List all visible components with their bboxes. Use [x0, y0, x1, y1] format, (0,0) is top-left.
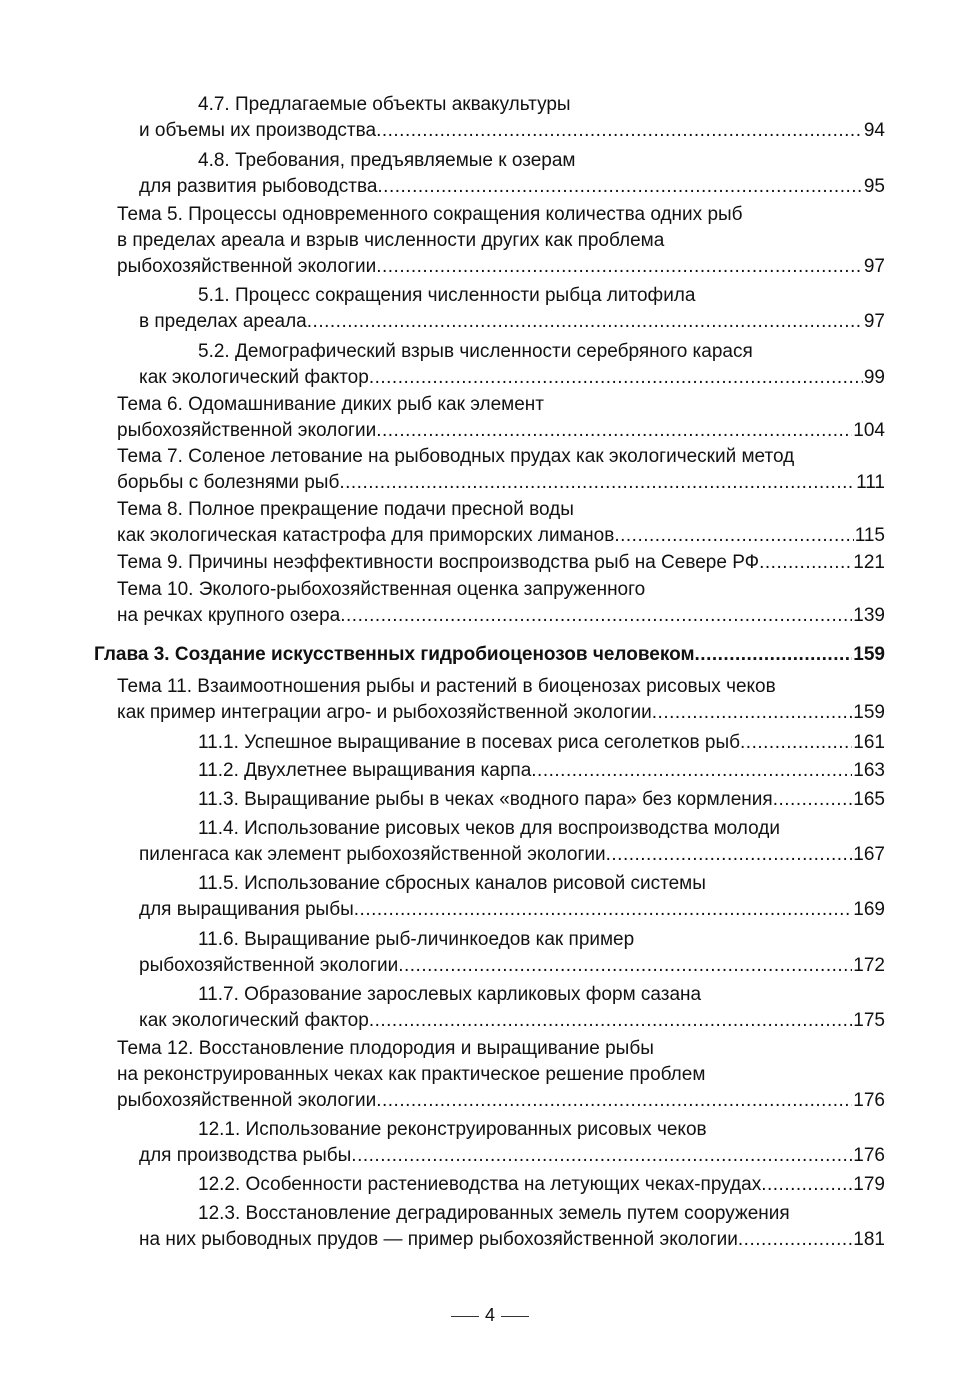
toc-entry-line [117, 254, 885, 280]
toc-entry-line [198, 787, 885, 813]
toc-entry-line [117, 444, 885, 470]
toc-page-number: 139 [853, 605, 885, 626]
toc-leader-dots [376, 118, 863, 144]
toc-entry-line [117, 603, 885, 629]
toc-page-number: 159 [853, 644, 885, 665]
toc-entry-title: рыбохозяйственной экологии [139, 955, 399, 976]
toc-entry [139, 1201, 885, 1253]
toc-entry-title: 5.2. Демографический взрыв численности серебряного карася [198, 341, 753, 362]
toc-page-number: 172 [853, 955, 885, 976]
toc-entry-line [117, 700, 885, 726]
toc-entry-title: 12.3. Восстановление деградированных земель путем сооружения [198, 1203, 790, 1224]
page-footer [0, 1303, 980, 1327]
toc-page-number: 115 [854, 525, 885, 546]
toc-leader-dots [376, 418, 852, 444]
toc-leader-dots [340, 603, 852, 629]
toc-entry-line [139, 927, 885, 953]
toc-chapter-entry [94, 642, 885, 668]
toc-page-number: 111 [856, 472, 885, 493]
footer-dash-left [451, 1316, 479, 1317]
toc-leader-dots [652, 700, 853, 726]
toc-entry-title: 11.4. Использование рисовых чеков для воспроизводства молоди [198, 818, 780, 839]
toc-entry-title: 11.2. Двухлетнее выращивания карпа [198, 760, 532, 781]
toc-leader-dots [614, 523, 853, 549]
toc-page-number: 179 [853, 1174, 885, 1195]
toc-entry [117, 550, 885, 576]
toc-entry-title: Тема 8. Полное прекращение подачи пресной воды [117, 499, 574, 520]
toc-page-number: 167 [853, 844, 885, 865]
toc-leader-dots [369, 365, 863, 391]
toc-entry-line [198, 1172, 885, 1198]
toc-entry-title: Тема 11. Взаимоотношения рыбы и растений в биоценозах рисовых чеков [117, 676, 776, 697]
page-number: 4 [484, 1305, 495, 1325]
toc-entry-title: для выращивания рыбы [139, 899, 354, 920]
toc-entry [139, 1117, 885, 1169]
toc-entry-line [139, 118, 885, 144]
toc-entry [198, 758, 885, 784]
toc-entry-title: на реконструированных чеках как практическое решение проблем [117, 1064, 706, 1085]
toc-entry-title: Тема 5. Процессы одновременного сокращения количества одних рыб [117, 204, 743, 225]
toc-entry-title: 5.1. Процесс сокращения численности рыбца литофила [198, 285, 696, 306]
toc-leader-dots [759, 550, 852, 576]
toc-entry [117, 444, 885, 496]
toc-entry-line [117, 202, 885, 228]
toc-entry-line [139, 365, 885, 391]
toc-entry [117, 497, 885, 549]
toc-page-number: 104 [853, 420, 885, 441]
toc-entry [139, 92, 885, 144]
toc-entry-title: как экологический фактор [139, 367, 369, 388]
toc-entry-title: Тема 6. Одомашнивание диких рыб как элемент [117, 394, 544, 415]
toc-entry-title: Тема 10. Эколого-рыбохозяйственная оценка запруженного [117, 579, 646, 600]
toc-leader-dots [351, 1143, 852, 1169]
toc-entry-line [139, 339, 885, 365]
toc-leader-dots [369, 1008, 852, 1034]
toc-entry [139, 927, 885, 979]
toc-entry-line [117, 550, 885, 576]
toc-entry-title: на них рыбоводных прудов — пример рыбохозяйственной экологии [139, 1229, 738, 1250]
toc-leader-dots [740, 730, 852, 756]
toc-entry-line [139, 1117, 885, 1143]
toc-entry-title: 12.1. Использование реконструированных рисовых чеков [198, 1119, 707, 1140]
toc-leader-dots [307, 309, 863, 335]
toc-entry-line [139, 1008, 885, 1034]
toc-entry-title: рыбохозяйственной экологии [117, 420, 377, 441]
toc-entry-title: Глава 3. Создание искусственных гидробиоценозов человеком [94, 644, 695, 665]
toc-page-number: 121 [853, 552, 885, 573]
toc-entry-line [117, 418, 885, 444]
toc-entry-line [117, 392, 885, 418]
toc-leader-dots [377, 174, 862, 200]
toc-entry-line [139, 283, 885, 309]
toc-entry [117, 202, 885, 280]
toc-entry-title: борьбы с болезнями рыб [117, 472, 340, 493]
toc-entry-line [139, 174, 885, 200]
toc-entry-title: Тема 9. Причины неэффективности воспроизводства рыб на Севере РФ [117, 552, 760, 573]
toc-entry-line [139, 1201, 885, 1227]
toc-entry-line [198, 758, 885, 784]
toc-entry-title: рыбохозяйственной экологии [117, 256, 377, 277]
toc-page-number: 99 [863, 367, 885, 388]
toc-leader-dots [531, 758, 852, 784]
toc-page-number: 165 [853, 789, 885, 810]
toc-leader-dots [354, 897, 853, 923]
toc-entry-line [117, 1036, 885, 1062]
toc-entry-line [139, 897, 885, 923]
toc-entry-line [117, 470, 885, 496]
toc-entry-title: Тема 12. Восстановление плодородия и выращивание рыбы [117, 1038, 654, 1059]
toc-entry-title: как экологическая катастрофа для приморских лиманов [117, 525, 615, 546]
toc-entry-title: в пределах ареала и взрыв численности других как проблема [117, 230, 665, 251]
toc-entry-line [117, 523, 885, 549]
toc-entry-line [94, 642, 885, 668]
toc-entry [139, 148, 885, 200]
toc-entry-line [117, 497, 885, 523]
toc-entry-line [139, 309, 885, 335]
toc-entry-line [117, 228, 885, 254]
toc-entry-title: 11.3. Выращивание рыбы в чеках «водного пара» без кормления [198, 789, 773, 810]
toc-page-number: 176 [853, 1145, 885, 1166]
toc-leader-dots [738, 1227, 852, 1253]
toc-entry-line [139, 1227, 885, 1253]
toc-entry-line [198, 730, 885, 756]
toc-entry-title: рыбохозяйственной экологии [117, 1090, 377, 1111]
toc-entry-title: 12.2. Особенности растениеводства на летующих чеках-прудах [198, 1174, 762, 1195]
toc-entry-line [139, 816, 885, 842]
toc-entry [117, 577, 885, 629]
toc-entry-line [139, 1143, 885, 1169]
toc-page-number: 161 [853, 732, 885, 753]
toc-entry-title: на речках крупного озера [117, 605, 341, 626]
toc-entry [198, 1172, 885, 1198]
footer-dash-right [501, 1316, 529, 1317]
toc-entry-title: 11.7. Образование зарослевых карликовых форм сазана [198, 984, 702, 1005]
toc-entry-title: как экологический фактор [139, 1010, 369, 1031]
toc-entry-title: 11.1. Успешное выращивание в посевах риса сеголетков рыб [198, 732, 741, 753]
toc-entry [139, 339, 885, 391]
toc-entry [139, 982, 885, 1034]
toc-entry-line [139, 953, 885, 979]
toc-leader-dots [695, 642, 853, 668]
toc-entry [117, 1036, 885, 1114]
toc-entry [117, 674, 885, 726]
toc-entry-title: 11.5. Использование сбросных каналов рисовой системы [198, 873, 706, 894]
toc-page-number: 97 [863, 311, 885, 332]
toc-page-number: 169 [853, 899, 885, 920]
toc-entry-title: 4.7. Предлагаемые объекты аквакультуры [198, 94, 571, 115]
toc-leader-dots [773, 787, 853, 813]
toc-leader-dots [339, 470, 855, 496]
toc-page-number: 175 [853, 1010, 885, 1031]
toc-entry-title: 11.6. Выращивание рыб-личинкоедов как пример [198, 929, 635, 950]
toc-entry [139, 871, 885, 923]
toc-page-number: 181 [853, 1229, 885, 1250]
toc-entry-title: для производства рыбы [139, 1145, 352, 1166]
toc-page-number: 176 [853, 1090, 885, 1111]
toc-entry-line [117, 1062, 885, 1088]
toc-entry-line [139, 148, 885, 174]
toc-leader-dots [761, 1172, 852, 1198]
toc-entry [139, 816, 885, 868]
toc-leader-dots [398, 953, 852, 979]
toc-entry-line [117, 1088, 885, 1114]
toc-entry-title: Тема 7. Соленое летование на рыбоводных прудах как экологический метод [117, 446, 795, 467]
toc-entry-title: 4.8. Требования, предъявляемые к озерам [198, 150, 576, 171]
toc-page-number: 163 [853, 760, 885, 781]
toc-entry [117, 392, 885, 444]
toc-entry-line [139, 871, 885, 897]
toc-leader-dots [376, 1088, 852, 1114]
toc-entry-line [117, 674, 885, 700]
toc-entry [139, 283, 885, 335]
toc-page-number: 97 [863, 256, 885, 277]
toc-leader-dots [606, 842, 853, 868]
toc-entry [198, 787, 885, 813]
toc-entry-line [139, 842, 885, 868]
toc-entry-title: пиленгаса как элемент рыбохозяйственной экологии [139, 844, 606, 865]
toc-entry-line [139, 982, 885, 1008]
toc-entry-line [139, 92, 885, 118]
toc-entry-title: в пределах ареала [139, 311, 307, 332]
toc-leader-dots [376, 254, 863, 280]
toc-entry-title: как пример интеграции агро- и рыбохозяйственной экологии [117, 702, 652, 723]
toc-entry-title: для развития рыбоводства [139, 176, 378, 197]
toc-entry-line [117, 577, 885, 603]
toc-entry [198, 730, 885, 756]
toc-page-number: 95 [863, 176, 885, 197]
toc-page-number: 94 [863, 120, 885, 141]
toc-page-number: 159 [853, 702, 885, 723]
toc-entry-title: и объемы их производства [139, 120, 377, 141]
